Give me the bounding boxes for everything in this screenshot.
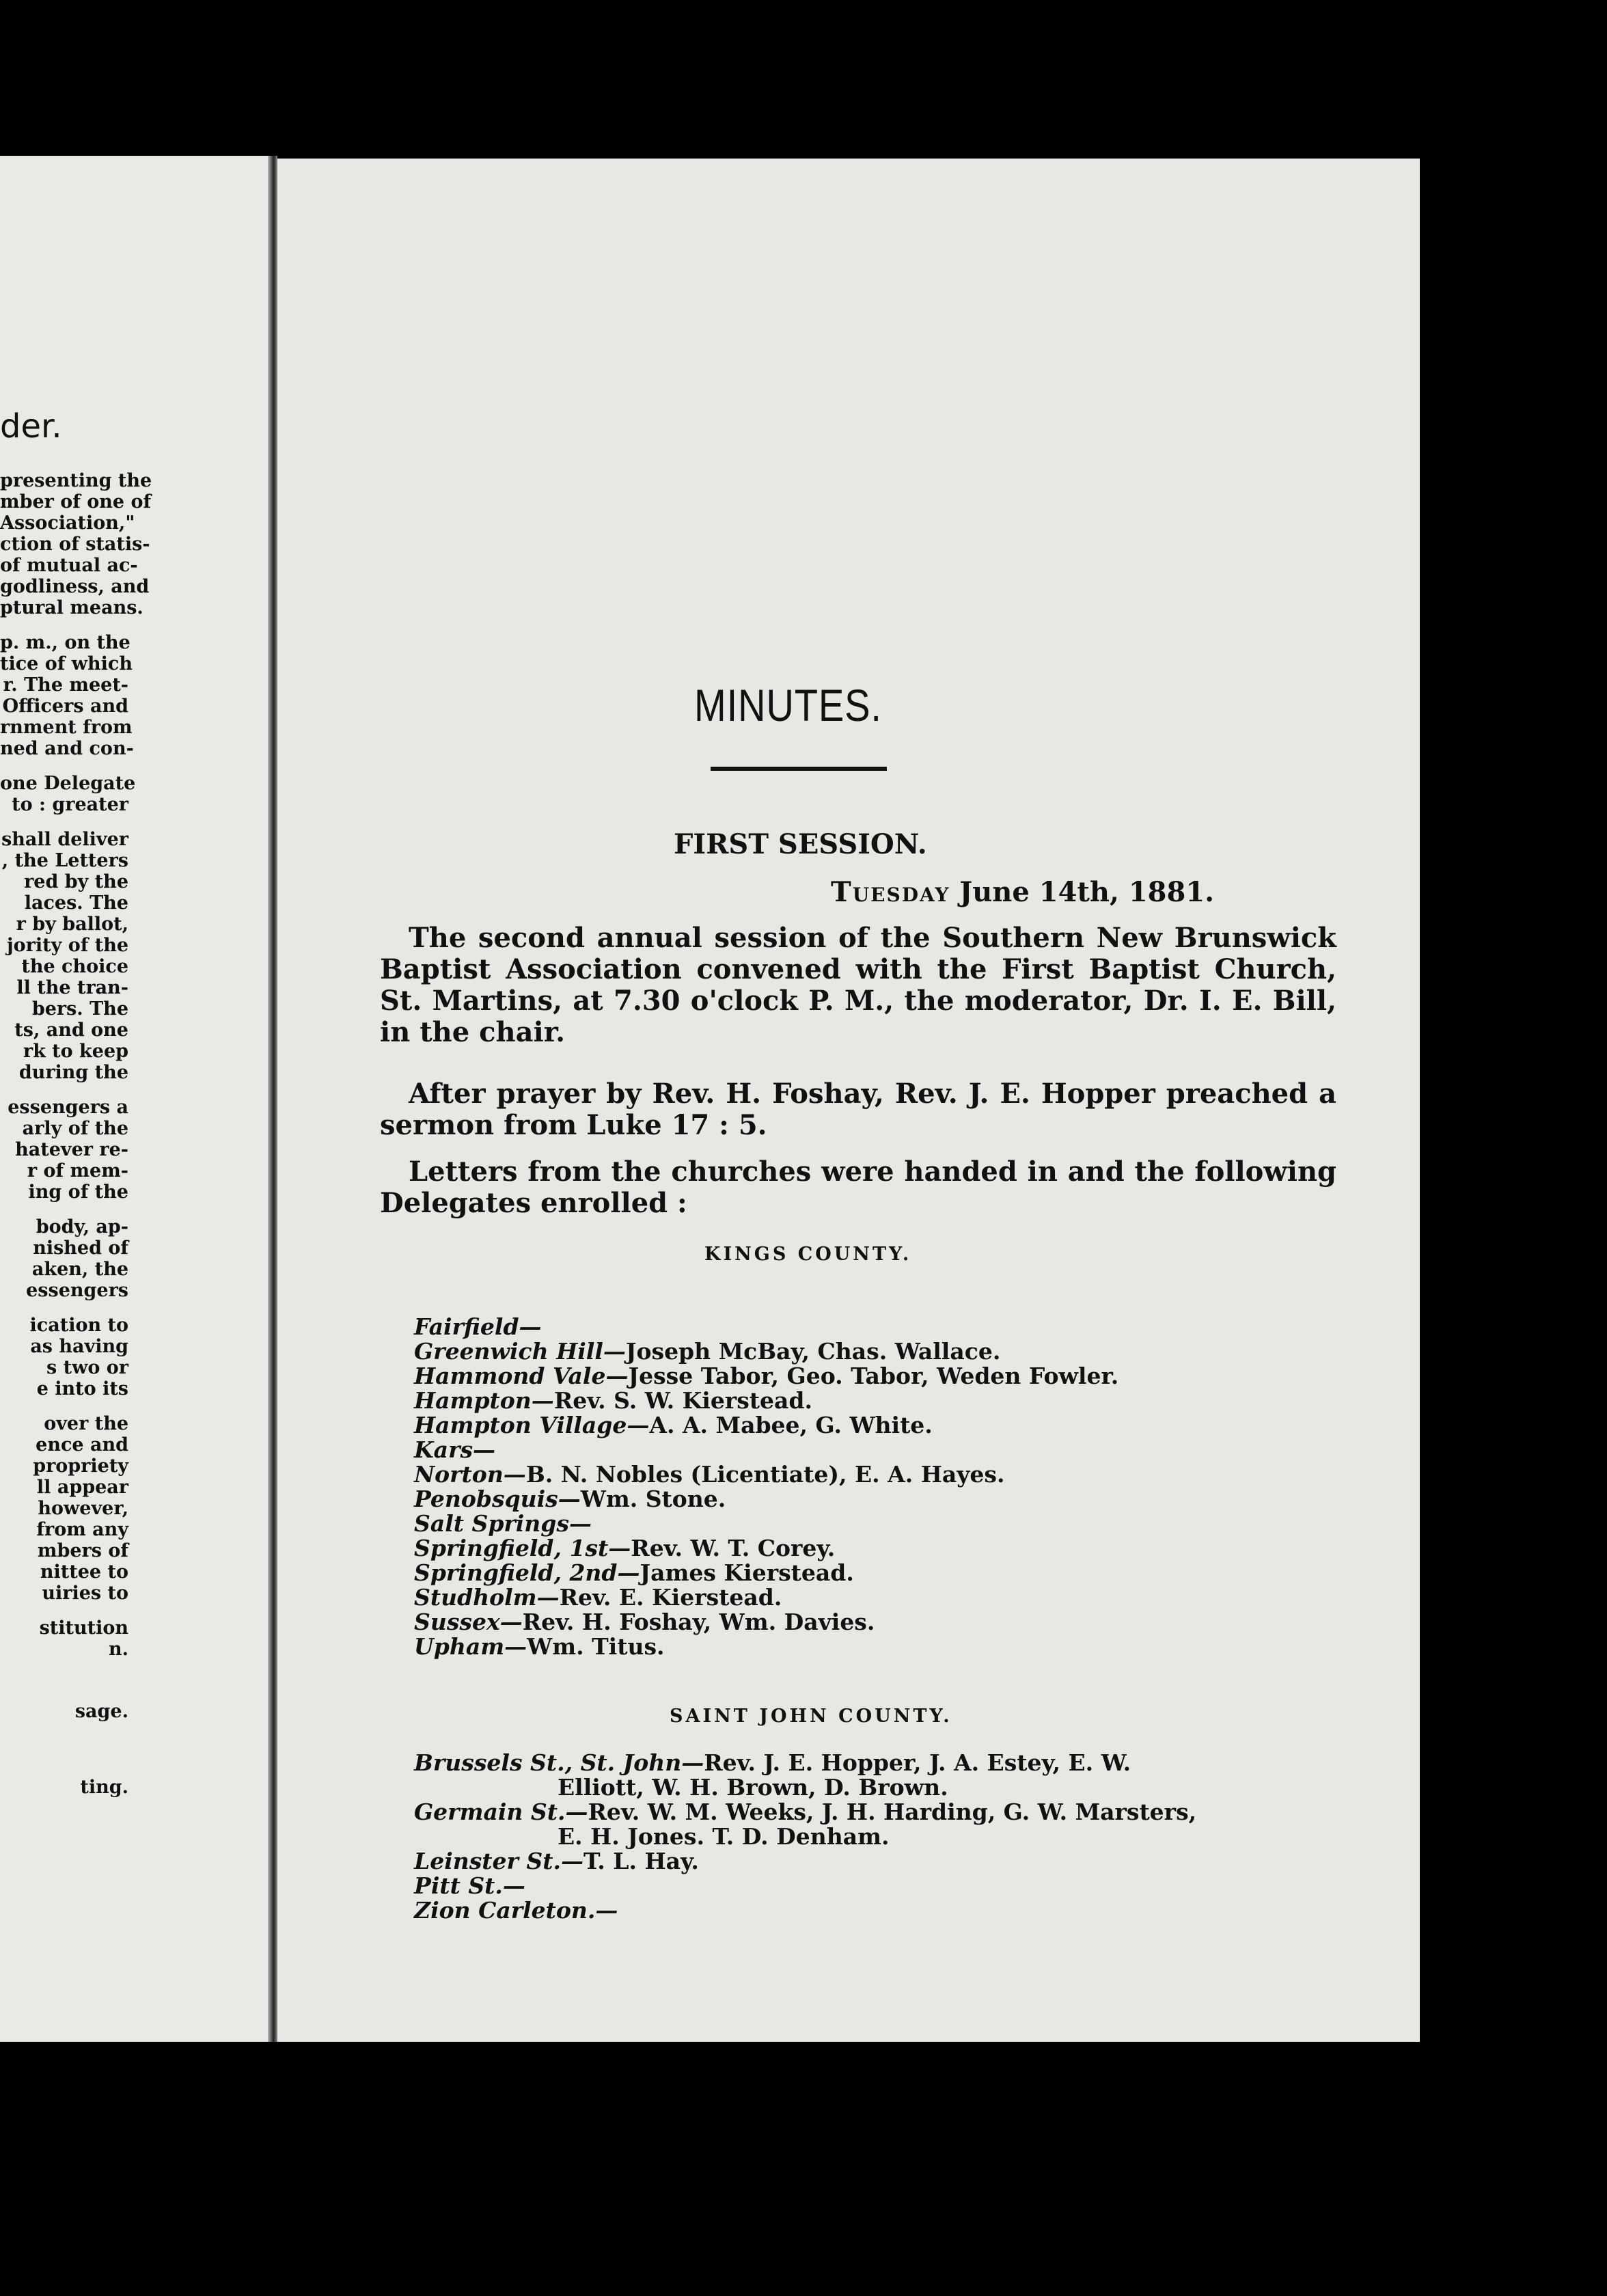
left-page-line: rnment from: [0, 717, 133, 738]
delegate-names: Wm. Stone.: [580, 1486, 726, 1512]
church-name: Germain St.—: [414, 1799, 588, 1825]
left-page-line: stitution: [39, 1617, 128, 1639]
left-page-line: mber of one of: [0, 491, 152, 512]
left-page-line: rk to keep: [23, 1041, 128, 1062]
left-page-line: presenting the: [0, 470, 152, 491]
left-page-line: Officers and: [2, 696, 128, 717]
delegate-names: James Kierstead.: [640, 1559, 854, 1586]
paragraph-letters: Letters from the churches were handed in and the following Delegates enrolled :: [380, 1156, 1336, 1219]
left-page-line: ing of the: [28, 1181, 128, 1203]
delegate-names: Joseph McBay, Chas. Wallace.: [625, 1338, 1001, 1365]
delegate-entry: [414, 1438, 495, 1462]
left-page-line: , the Letters: [1, 850, 128, 871]
delegate-entry: [414, 1536, 835, 1561]
left-page-line: essengers: [26, 1280, 128, 1301]
delegate-entry: [414, 1561, 854, 1585]
left-page-line: hatever re-: [15, 1139, 128, 1160]
delegate-entry: [414, 1849, 699, 1874]
church-name: Hampton Village—: [414, 1412, 650, 1438]
left-page-line: aken, the: [31, 1259, 128, 1280]
delegate-names: A. A. Mabee, G. White.: [649, 1412, 933, 1438]
left-page-line: arly of the: [22, 1118, 128, 1139]
church-name: Salt Springs—: [414, 1510, 592, 1537]
left-page-line: ll the tran-: [16, 977, 128, 998]
delegate-names-continued: E. H. Jones. T. D. Denham.: [558, 1823, 890, 1850]
left-page-line: during the: [18, 1062, 128, 1083]
church-name: Springfield, 1st—: [414, 1535, 631, 1561]
left-page-line: r by ballot,: [16, 914, 128, 935]
paragraph-prayer: After prayer by Rev. H. Foshay, Rev. J. E. Hopper preached a sermon from Luke 17 : 5.: [380, 1078, 1336, 1141]
title-rule: [711, 767, 887, 771]
left-page-line: s two or: [46, 1357, 128, 1378]
session-date: [831, 876, 1214, 908]
church-name: Norton—: [414, 1461, 526, 1488]
delegate-entry: [414, 1874, 525, 1898]
delegate-entry: [414, 1389, 812, 1413]
delegate-entry: [414, 1339, 1000, 1364]
church-name: Sussex—: [414, 1609, 523, 1635]
left-page-line: the choice: [21, 956, 128, 977]
church-name: Greenwich Hill—: [414, 1338, 626, 1365]
page-title: MINUTES.: [694, 680, 882, 730]
delegate-names: Jesse Tabor, Geo. Tabor, Weden Fowler.: [628, 1363, 1119, 1389]
church-name: Leinster St.—: [414, 1848, 583, 1874]
delegate-entry: [414, 1462, 1005, 1487]
left-page-line: nittee to: [40, 1561, 128, 1583]
church-name: Penobsquis—: [414, 1486, 581, 1512]
saint-john-county-heading: SAINT JOHN COUNTY.: [670, 1706, 952, 1727]
delegate-entry: [414, 1413, 933, 1438]
left-page-line: r of mem-: [27, 1160, 128, 1181]
left-page-line: essengers a: [8, 1097, 128, 1118]
church-name: Fairfield—: [414, 1313, 542, 1340]
left-page-line: body, ap-: [36, 1216, 128, 1238]
left-page-line: n.: [108, 1639, 128, 1660]
left-page-line: ting.: [80, 1777, 128, 1798]
church-name: Springfield, 2nd—: [414, 1559, 640, 1586]
left-page-line: nished of: [33, 1238, 128, 1259]
left-page-line: ication to: [29, 1315, 128, 1336]
left-page-line: ction of statis-: [0, 534, 150, 555]
left-page-line: from any: [36, 1519, 128, 1540]
left-page-line: p. m., on the: [0, 632, 131, 653]
delegate-entry: [414, 1751, 1131, 1800]
left-page-line: ned and con-: [0, 738, 134, 759]
delegate-entry: [414, 1512, 592, 1536]
left-page-heading: der.: [0, 407, 62, 446]
left-page-line: red by the: [24, 871, 128, 892]
left-page-line: propriety: [33, 1456, 128, 1477]
church-name: Upham—: [414, 1633, 527, 1660]
date-day: Tuesday: [831, 876, 950, 908]
left-page-line: bers. The: [31, 998, 128, 1020]
left-page-line: uiries to: [42, 1583, 128, 1604]
left-page-line: godliness, and: [0, 576, 150, 597]
page-gutter: [268, 156, 277, 2042]
church-name: Hampton—: [414, 1387, 554, 1414]
delegate-entry: [414, 1898, 618, 1923]
left-page-line: mbers of: [37, 1540, 128, 1561]
left-page-line: tice of which: [0, 653, 133, 674]
left-page-line: as having: [30, 1336, 128, 1357]
delegate-names: Rev. S. W. Kierstead.: [553, 1387, 812, 1414]
left-page-line: r. The meet-: [3, 674, 128, 696]
left-page-line: over the: [44, 1413, 128, 1434]
delegate-names: Wm. Titus.: [527, 1633, 665, 1660]
delegate-entry: [414, 1635, 665, 1659]
delegate-names: T. L. Hay.: [583, 1848, 699, 1874]
left-page-line: shall deliver: [1, 829, 128, 850]
left-page-line: jority of the: [6, 935, 128, 956]
church-name: Studholm—: [414, 1584, 560, 1611]
kings-county-heading: KINGS COUNTY.: [704, 1244, 912, 1265]
church-name: Zion Carleton.—: [414, 1897, 618, 1924]
delegate-names: Rev. E. Kierstead.: [559, 1584, 782, 1611]
left-page-line: ll appear: [36, 1477, 128, 1498]
left-page-line: e into its: [36, 1378, 128, 1399]
delegate-names: B. N. Nobles (Licentiate), E. A. Hayes.: [525, 1461, 1005, 1488]
delegate-entry: [414, 1585, 782, 1610]
delegate-entry: [414, 1364, 1118, 1389]
left-page-line: sage.: [74, 1701, 128, 1722]
delegate-entry: [414, 1800, 1196, 1849]
delegate-names: Rev. W. M. Weeks, J. H. Harding, G. W. Marsters,: [588, 1799, 1197, 1825]
delegate-names: Rev. H. Foshay, Wm. Davies.: [522, 1609, 875, 1635]
left-page-line: to : greater: [12, 794, 128, 815]
session-heading: FIRST SESSION.: [674, 828, 927, 860]
delegate-entry: [414, 1610, 875, 1635]
left-page-line: Association,": [0, 512, 135, 534]
left-page-line: however,: [38, 1498, 128, 1519]
left-page-line: of mutual ac-: [0, 555, 138, 576]
left-page: [0, 156, 268, 2042]
delegate-names: Rev. J. E. Hopper, J. A. Estey, E. W.: [704, 1749, 1131, 1776]
church-name: Kars—: [414, 1436, 496, 1463]
date-rest: June 14th, 1881.: [950, 876, 1215, 908]
paragraph-opening: The second annual session of the Southern New Brunswick Baptist Association convened with the First Baptist Church, St. Martins, at 7.30 o'clock P. M., the moderator, Dr. I. E. Bill, in the chair.: [380, 922, 1336, 1048]
church-name: Brussels St., St. John—: [414, 1749, 704, 1776]
left-page-line: ence and: [36, 1434, 128, 1456]
delegate-names: Rev. W. T. Corey.: [631, 1535, 836, 1561]
delegate-entry: [414, 1315, 542, 1339]
delegate-names-continued: Elliott, W. H. Brown, D. Brown.: [558, 1774, 948, 1801]
left-page-line: one Delegate: [0, 773, 136, 794]
church-name: Pitt St.—: [414, 1872, 525, 1899]
left-page-line: laces. The: [24, 892, 128, 914]
left-page-line: ptural means.: [0, 597, 143, 618]
left-page-line: ts, and one: [14, 1020, 128, 1041]
delegate-entry: [414, 1487, 726, 1512]
right-page: [277, 159, 1420, 2042]
church-name: Hammond Vale—: [414, 1363, 629, 1389]
